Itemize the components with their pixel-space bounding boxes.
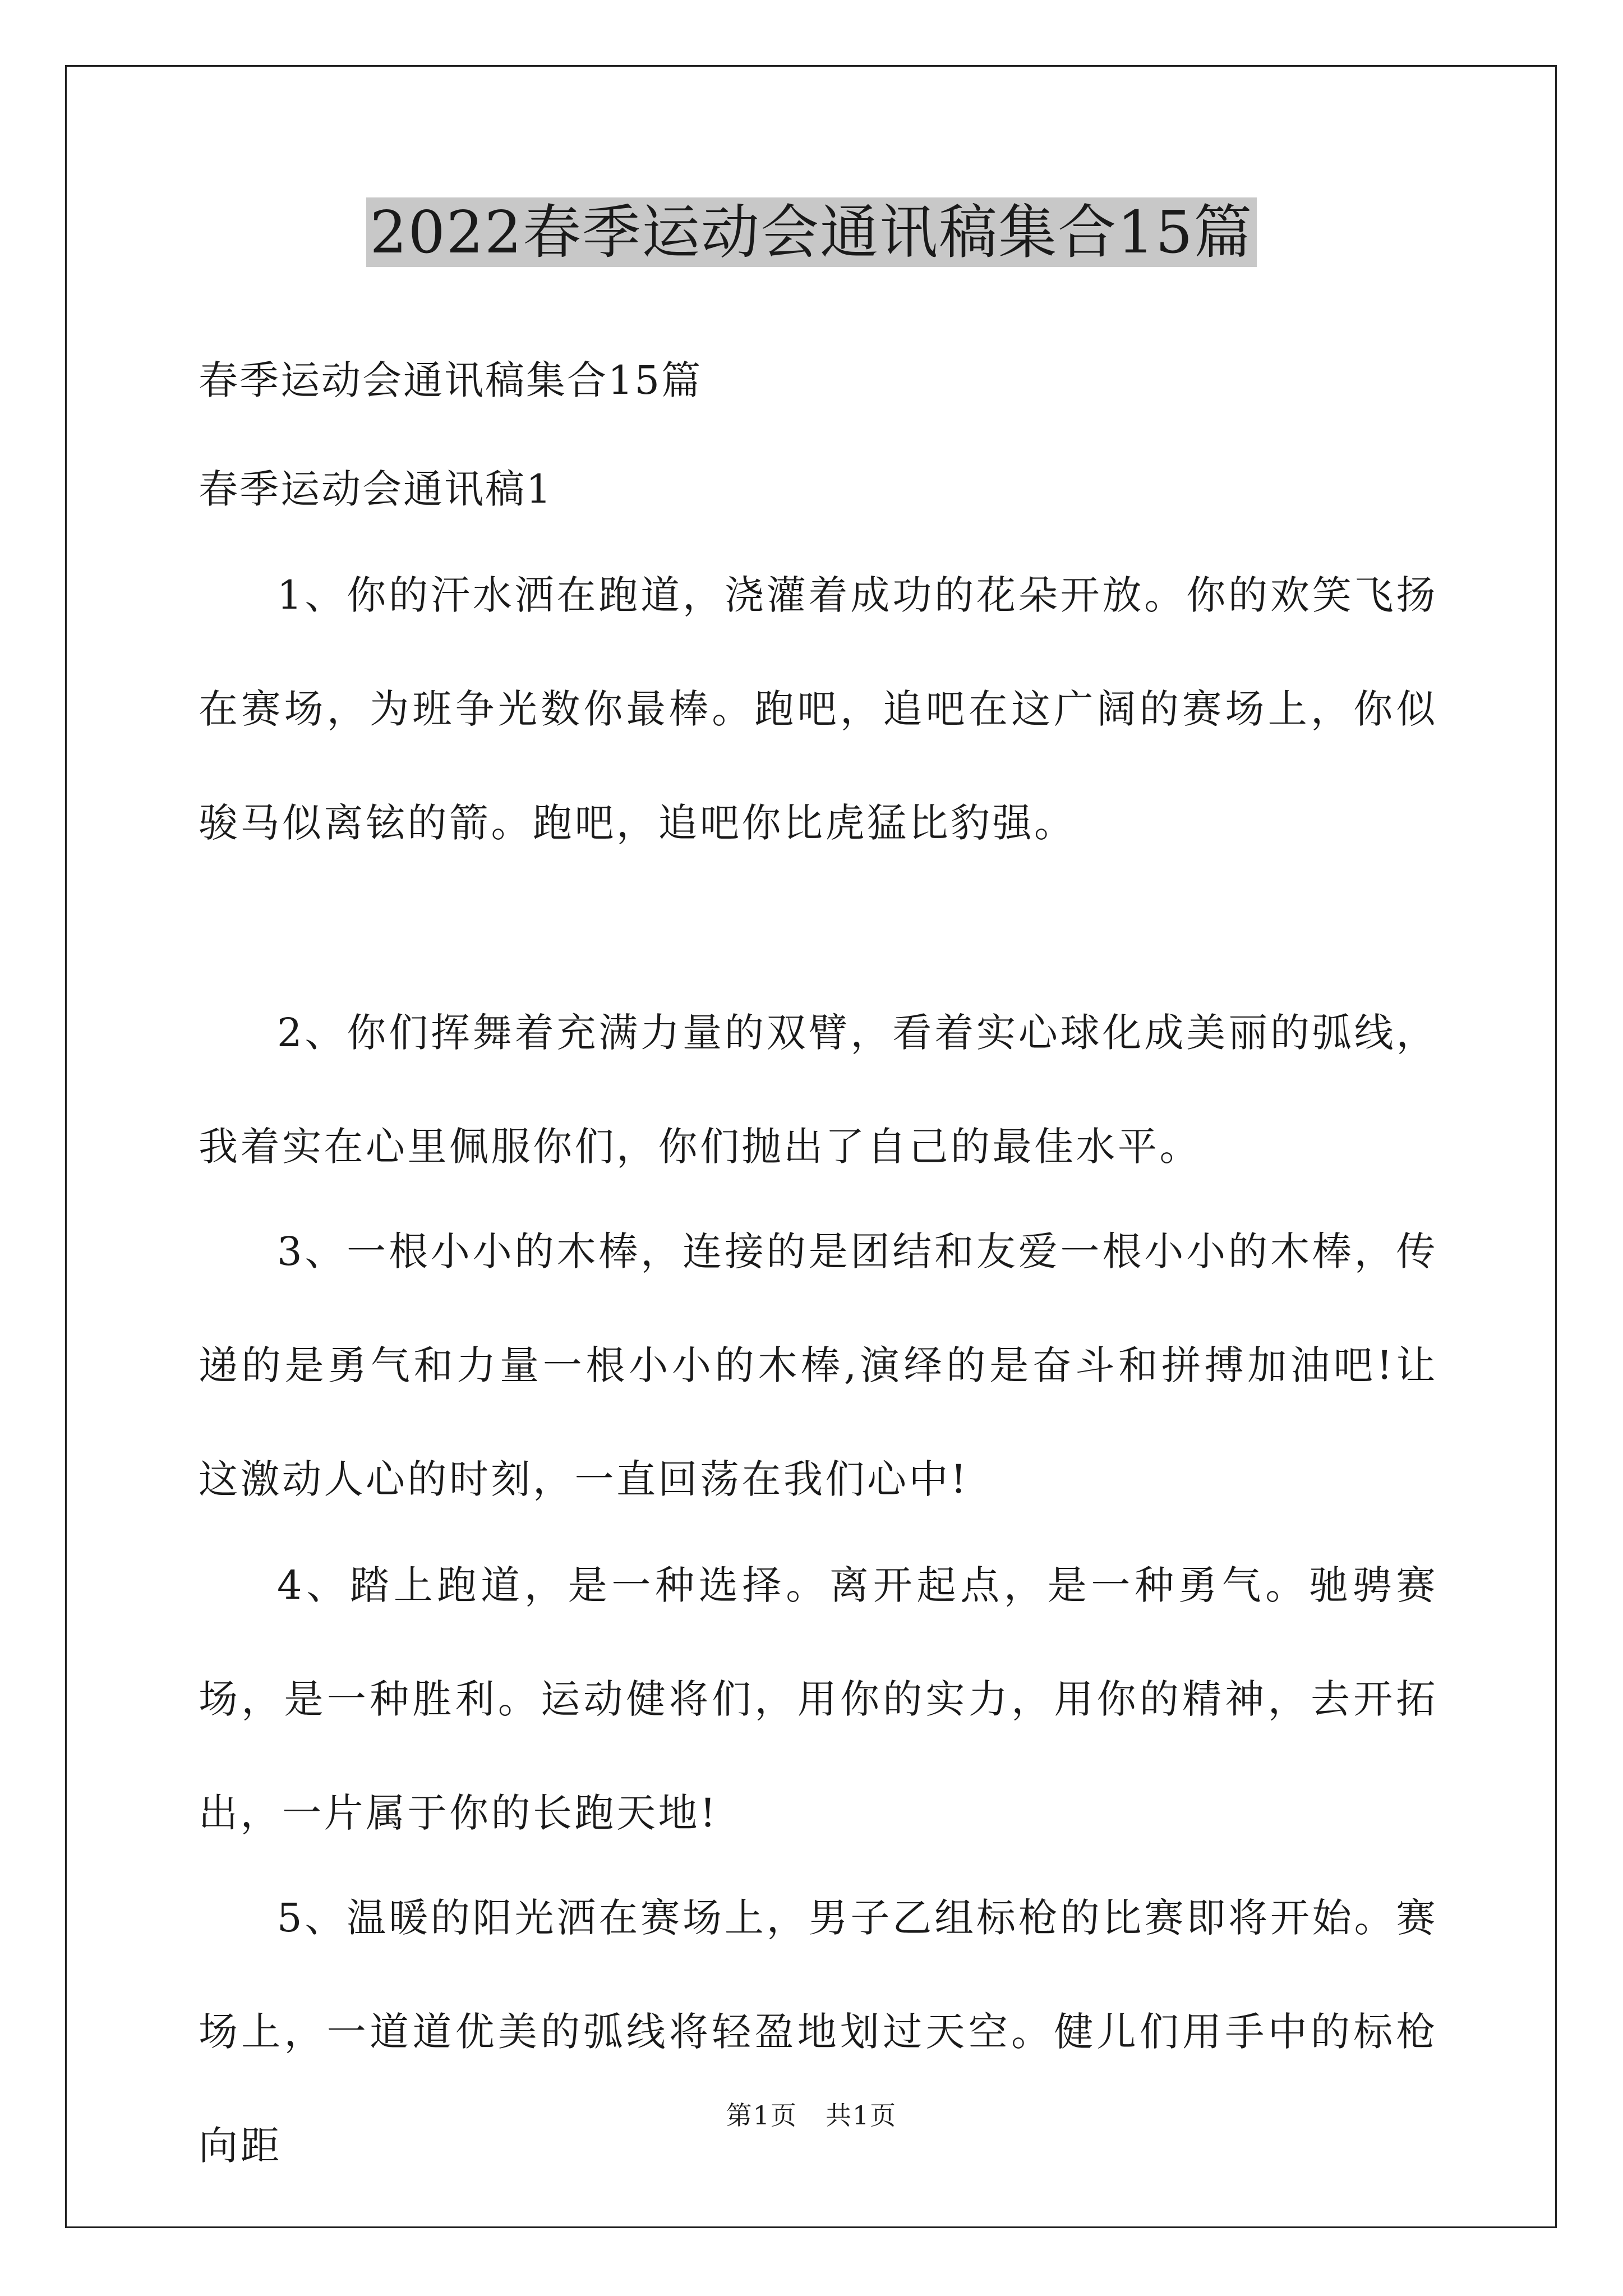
- page-total: 共1页: [826, 2100, 897, 2131]
- paragraph-5: 5、温暖的阳光洒在赛场上，男子乙组标枪的比赛即将开始。赛场上，一道道优美的弧线将轻盈地划过天空。健儿们用手中的标枪向距: [199, 1895, 1438, 2169]
- document-title: [0, 197, 1623, 267]
- paragraph-2: 2、你们挥舞着充满力量的双臂，看着实心球化成美丽的弧线，我着实在心里佩服你们，你们抛出了自己的最佳水平。: [199, 1010, 1438, 1170]
- document-subtitle: 春季运动会通讯稿集合15篇: [199, 357, 703, 403]
- page-number: 第1页: [726, 2100, 797, 2131]
- paragraph-1: 1、你的汗水洒在跑道，浇灌着成功的花朵开放。你的欢笑飞扬在赛场，为班争光数你最棒。跑吧，追吧在这广阔的赛场上，你似骏马似离铉的箭。跑吧，追吧你比虎猛比豹强。: [199, 572, 1438, 846]
- document-title-text: 2022春季运动会通讯稿集合15篇: [366, 197, 1256, 267]
- paragraph-4: 4、踏上跑道，是一种选择。离开起点，是一种勇气。驰骋赛场，是一种胜利。运动健将们，用你的实力，用你的精神，去开拓出，一片属于你的长跑天地!: [199, 1562, 1438, 1836]
- page-footer: [0, 2095, 1623, 2132]
- section-heading: 春季运动会通讯稿1: [199, 466, 553, 512]
- paragraph-3: 3、一根小小的木棒，连接的是团结和友爱一根小小的木棒，传递的是勇气和力量一根小小的木棒,演绎的是奋斗和拼搏加油吧!让这激动人心的时刻，一直回荡在我们心中!: [199, 1228, 1438, 1502]
